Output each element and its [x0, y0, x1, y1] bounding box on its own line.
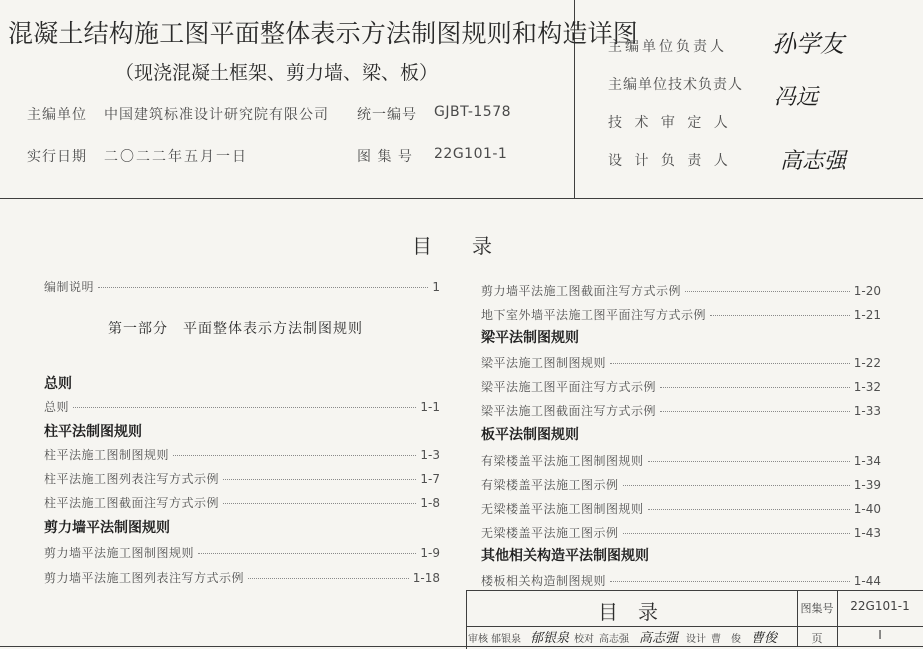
designer-name: 曹 俊 [711, 634, 741, 645]
review-label: 审核 [468, 634, 488, 645]
unified-no-label: 统一编号 [357, 107, 417, 123]
toc-entry[interactable]: 梁平法施工图平面注写方式示例 1-32 [481, 380, 881, 394]
signature-technical-lead: 冯远 [774, 85, 819, 110]
designer-signature: 曹俊 [751, 631, 778, 646]
role-design-lead: 设 计 负 责 人 [608, 153, 732, 169]
check-label: 校对 [574, 634, 594, 645]
toc-entry[interactable]: 有梁楼盖平法施工图制图规则 1-34 [481, 454, 881, 468]
toc-entry[interactable]: 楼板相关构造制图规则 1-44 [481, 574, 881, 588]
toc-entry-preface[interactable] [44, 278, 440, 295]
title-block-page-label: 页 [811, 632, 823, 645]
toc-entry[interactable]: 剪力墙平法施工图列表注写方式示例 1-18 [44, 571, 440, 585]
section-slab: 板平法制图规则 [481, 427, 579, 443]
title-block-left-rule [466, 590, 467, 649]
reviewer-name: 郁银泉 [491, 634, 521, 645]
checker-signature: 高志强 [639, 631, 679, 646]
signature-chief-editor: 孙学友 [772, 30, 844, 58]
toc-entry[interactable]: 地下室外墙平法施工图平面注写方式示例 1-21 [481, 308, 881, 322]
toc-entry-page: 1 [432, 280, 440, 294]
effective-date: 二〇二二年五月一日 [104, 149, 248, 165]
section-other: 其他相关构造平法制图规则 [481, 548, 649, 564]
toc-entry[interactable]: 无梁楼盖平法施工图示例 1-43 [481, 526, 881, 540]
title-block-top-rule [466, 590, 923, 591]
section-shear-wall: 剪力墙平法制图规则 [44, 520, 170, 536]
page-bottom-rule [0, 646, 923, 647]
role-technical-reviewer: 技 术 审 定 人 [608, 115, 732, 131]
title-block-atlas-label: 图集号 [800, 602, 834, 615]
toc-entry[interactable]: 总则 1-1 [44, 400, 440, 414]
signature-design-lead: 高志强 [780, 149, 847, 174]
toc-heading: 目 录 [412, 234, 492, 258]
toc-entry[interactable]: 柱平法施工图列表注写方式示例 1-7 [44, 472, 440, 486]
toc-entry[interactable]: 剪力墙平法施工图制图规则 1-9 [44, 546, 440, 560]
toc-entry[interactable]: 有梁楼盖平法施工图示例 1-39 [481, 478, 881, 492]
editor-org: 中国建筑标准设计研究院有限公司 [104, 107, 329, 123]
effective-date-label: 实行日期 [27, 149, 87, 165]
toc-entry[interactable]: 剪力墙平法施工图截面注写方式示例 1-20 [481, 284, 881, 298]
atlas-no-label: 图 集 号 [357, 149, 413, 165]
atlas-title: 混凝土结构施工图平面整体表示方法制图规则和构造详图 [8, 19, 639, 48]
part1-heading: 第一部分 平面整体表示方法制图规则 [108, 321, 363, 337]
role-technical-lead: 主编单位技术负责人 [608, 77, 743, 93]
unified-no: GJBT-1578 [434, 104, 512, 120]
atlas-no: 22G101-1 [434, 146, 508, 162]
toc-entry[interactable]: 柱平法施工图制图规则 1-3 [44, 448, 440, 462]
toc-entry[interactable]: 柱平法施工图截面注写方式示例 1-8 [44, 496, 440, 510]
editor-org-label: 主编单位 [27, 107, 87, 123]
reviewer-signature: 郁银泉 [530, 631, 570, 646]
toc-entry[interactable]: 梁平法施工图截面注写方式示例 1-33 [481, 404, 881, 418]
title-block-atlas-no: 22G101-1 [850, 599, 910, 613]
checker-name: 高志强 [599, 634, 629, 645]
role-chief-editor: 主编单位负责人 [608, 39, 727, 55]
toc-entry[interactable]: 无梁楼盖平法施工图制图规则 1-40 [481, 502, 881, 516]
toc-entry-title: 编制说明 [44, 280, 95, 294]
section-column: 柱平法制图规则 [44, 424, 142, 440]
section-beam: 梁平法制图规则 [481, 330, 579, 346]
title-block-page: I [878, 628, 882, 642]
section-general: 总则 [44, 376, 72, 392]
design-label: 设计 [686, 634, 706, 645]
header-bottom-rule [0, 198, 923, 199]
toc-entry[interactable]: 梁平法施工图制图规则 1-22 [481, 356, 881, 370]
title-block-title: 目 录 [598, 600, 658, 624]
toc-leader [98, 287, 428, 288]
atlas-subtitle: （现浇混凝土框架、剪力墙、梁、板） [115, 62, 439, 84]
